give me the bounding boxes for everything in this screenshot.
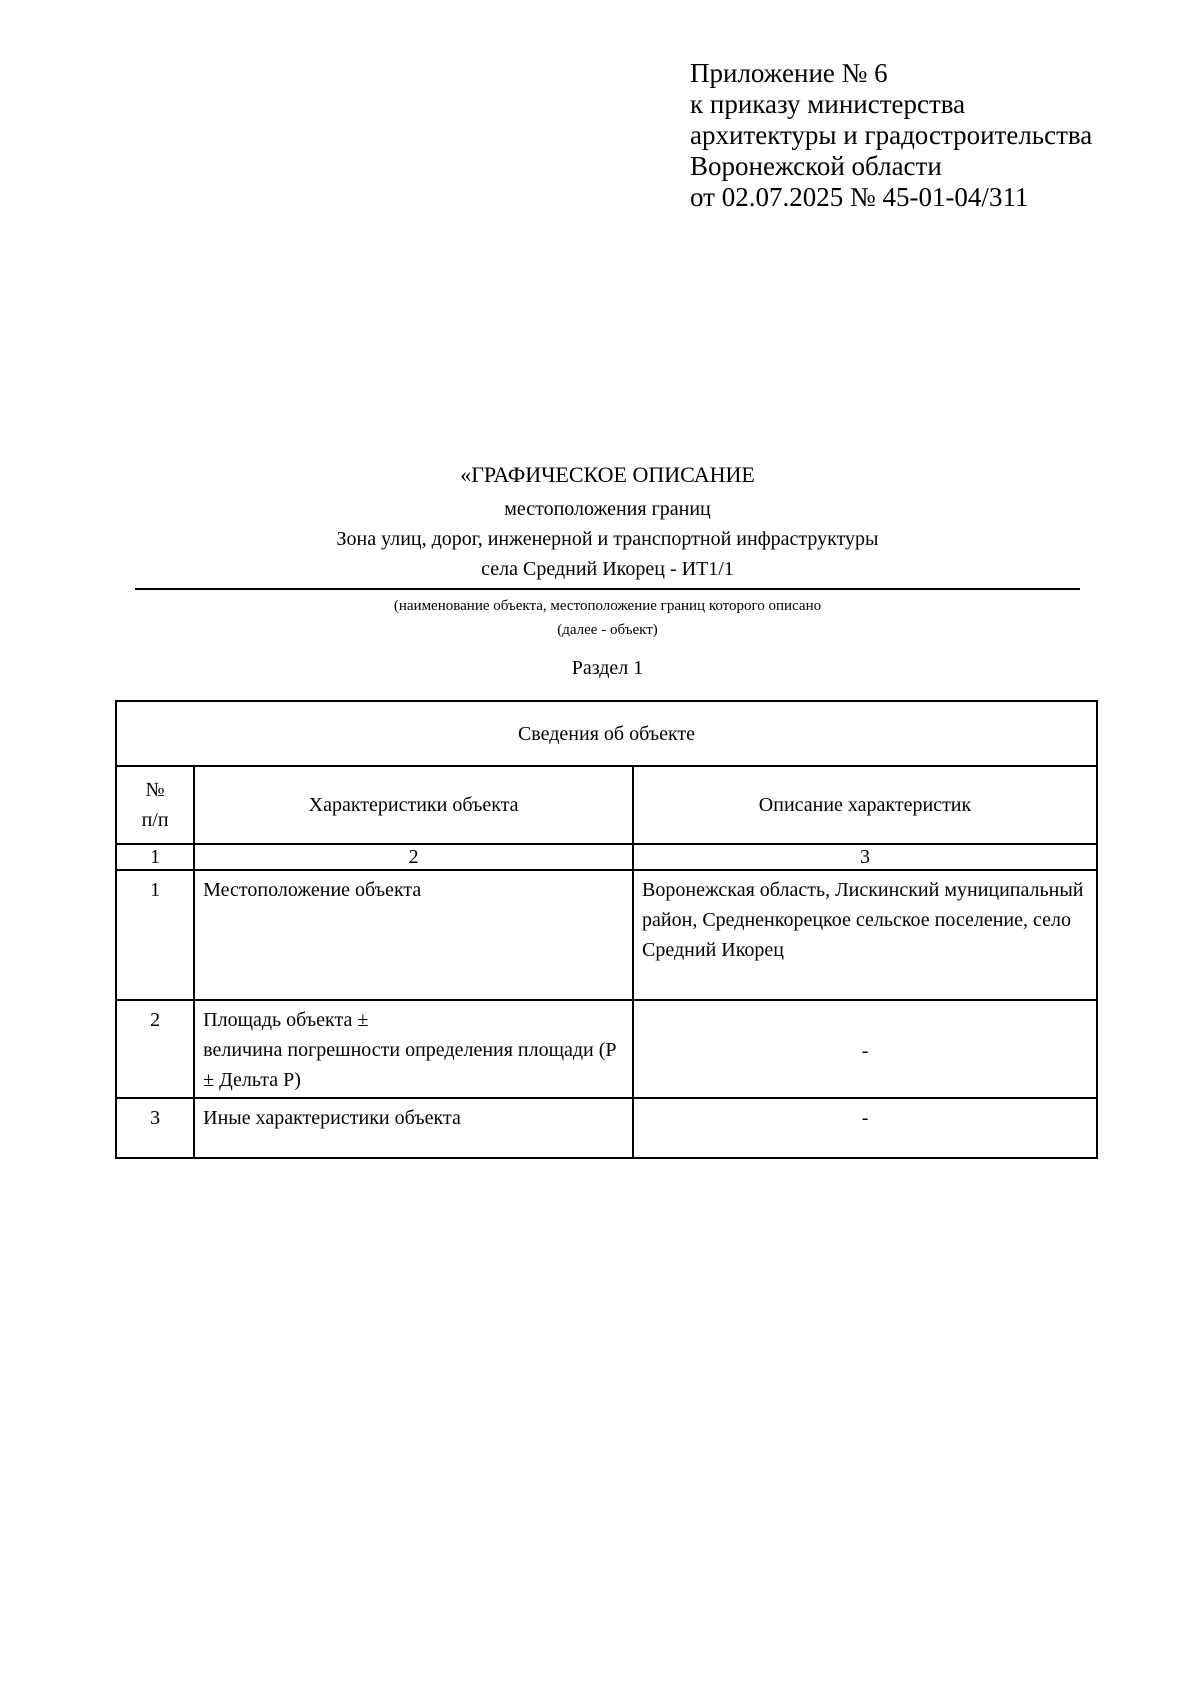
caption-line2: (далее - объект) xyxy=(557,622,658,638)
appendix-line: от 02.07.2025 № 45-01-04/311 xyxy=(690,182,1029,212)
document-title: «ГРАФИЧЕСКОЕ ОПИСАНИЕ xyxy=(460,462,755,487)
row-description: Воронежская область, Лискинский муниципальный район, Средненкорецкое сельское поселение, село Средний Икорец xyxy=(633,870,1097,1000)
row-characteristic-line1: Площадь объекта ± xyxy=(203,1009,369,1031)
header-characteristics: Характеристики объекта xyxy=(194,766,633,844)
header-description: Описание характеристик xyxy=(633,766,1097,844)
title-underline xyxy=(135,588,1080,590)
object-name-line1: Зона улиц, дорог, инженерной и транспортной инфраструктуры xyxy=(336,528,879,550)
table-row xyxy=(116,870,1097,1000)
object-info-table xyxy=(115,700,1098,1159)
column-number: 3 xyxy=(633,844,1097,870)
table-caption: Сведения об объекте xyxy=(116,701,1097,766)
column-number: 2 xyxy=(194,844,633,870)
table-caption-row xyxy=(116,701,1097,766)
row-description: - xyxy=(633,1000,1097,1098)
appendix-line: к приказу министерства xyxy=(690,89,966,119)
header-num-line2: п/п xyxy=(141,809,169,831)
appendix-line: Воронежской области xyxy=(690,151,942,181)
row-description: - xyxy=(633,1098,1097,1158)
appendix-line: Приложение № 6 xyxy=(690,58,888,88)
header-num-line1: № xyxy=(145,779,165,801)
appendix-block xyxy=(690,58,1092,213)
table-row xyxy=(116,1000,1097,1098)
caption-line1: (наименование объекта, местоположение границ которого описано xyxy=(393,598,822,614)
header-num xyxy=(116,766,194,844)
column-numbers-row xyxy=(116,844,1097,870)
section-label: Раздел 1 xyxy=(571,657,644,679)
document-subtitle: местоположения границ xyxy=(504,498,711,520)
row-num: 2 xyxy=(116,1000,194,1098)
appendix-line: архитектуры и градостроительства xyxy=(690,120,1093,150)
row-num: 1 xyxy=(116,870,194,1000)
row-num: 3 xyxy=(116,1098,194,1158)
title-block xyxy=(135,462,1080,682)
row-characteristic: Местоположение объекта xyxy=(194,870,633,1000)
row-characteristic: Иные характеристики объекта xyxy=(194,1098,633,1158)
table-row xyxy=(116,1098,1097,1158)
row-characteristic xyxy=(194,1000,633,1098)
table-header-row xyxy=(116,766,1097,844)
row-characteristic-line2: величина погрешности определения площади (Р ± Дельта Р) xyxy=(203,1039,617,1091)
object-name-line2: села Средний Икорец - ИТ1/1 xyxy=(481,558,734,580)
column-number: 1 xyxy=(116,844,194,870)
